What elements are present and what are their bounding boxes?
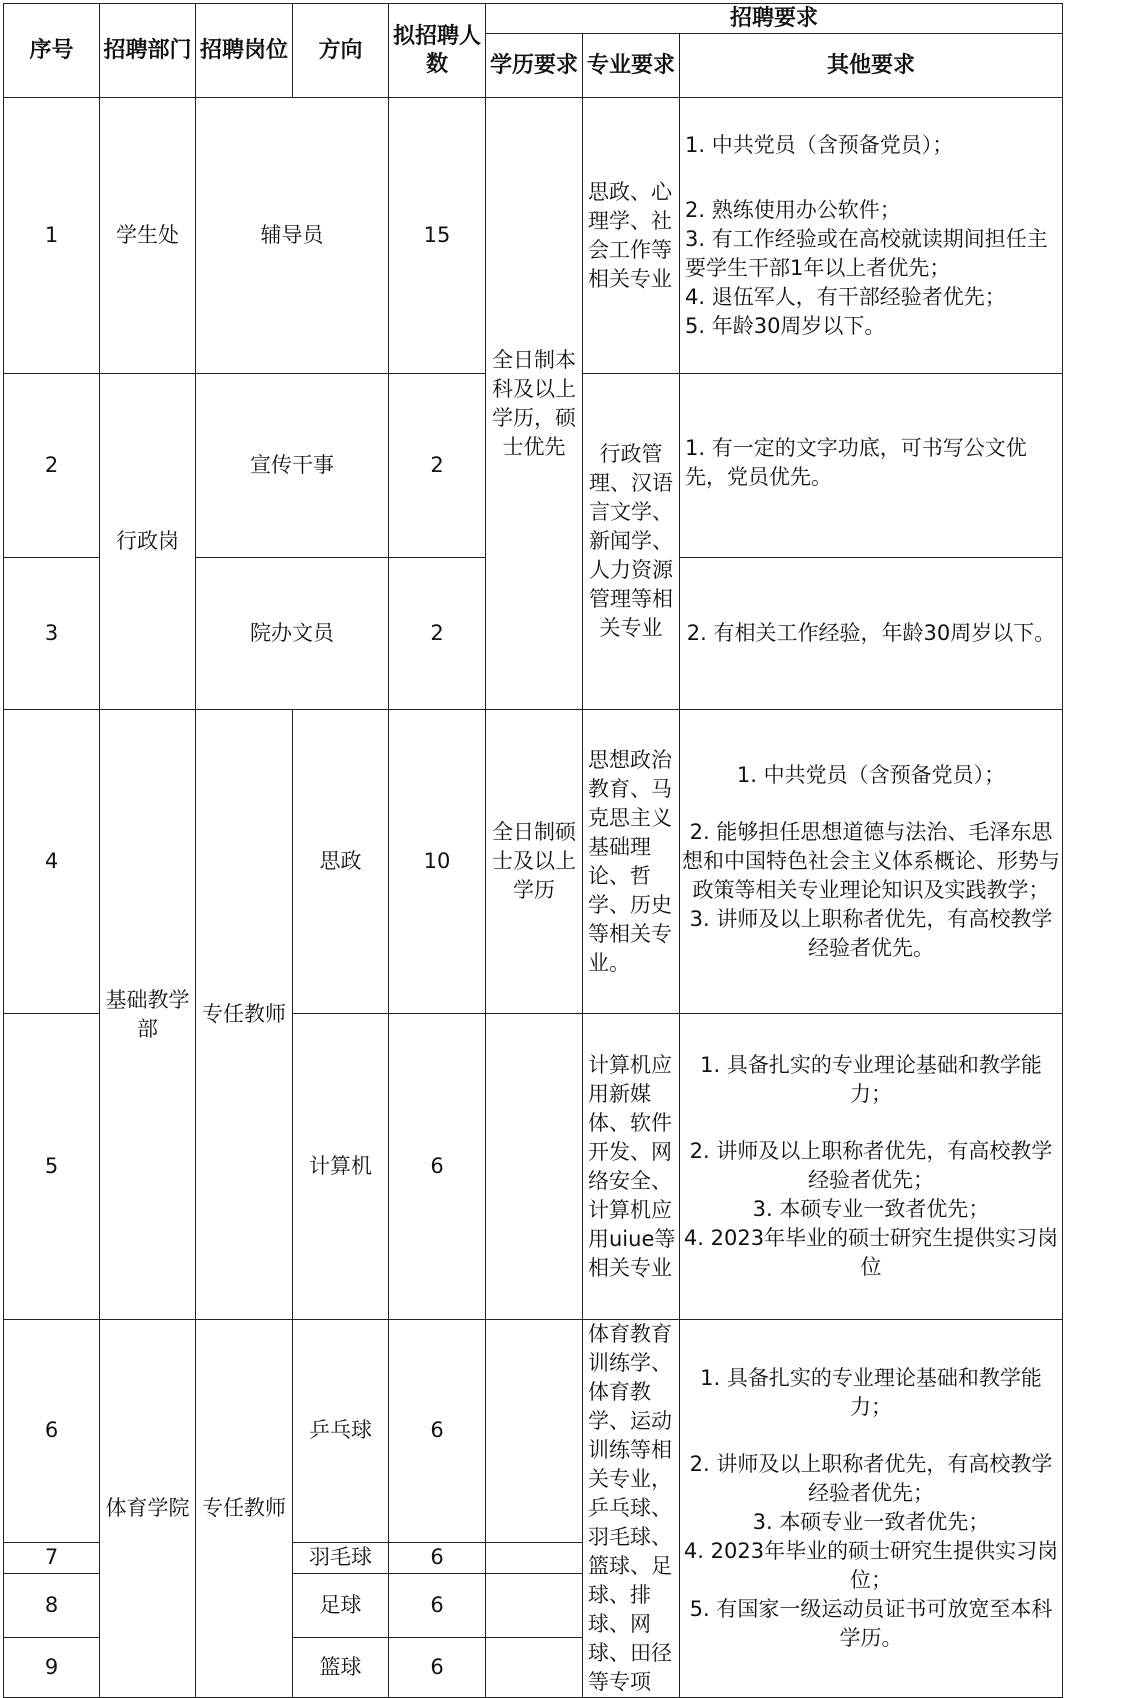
- req-line: 2. 讲师及以上职称者优先，有高校教学经验者优先；: [689, 1139, 1053, 1192]
- cell-count: 2: [389, 374, 486, 558]
- cell-major: 思想政治教育、马克思主义基础理论、哲学、历史等相关专业。: [583, 710, 680, 1014]
- cell-major: 计算机应用新媒体、软件开发、网络安全、计算机应用uiue等相关专业: [583, 1014, 680, 1320]
- cell-direction: 羽毛球: [293, 1542, 389, 1573]
- req-line: 5. 年龄30周岁以下。: [685, 313, 886, 338]
- req-line: 2. 能够担任思想道德与法治、毛泽东思想和中国特色社会主义体系概论、形势与政策等相关专业理论知识及实践教学；: [682, 819, 1060, 902]
- cell-count: 2: [389, 558, 486, 710]
- req-line: 3. 讲师及以上职称者优先，有高校教学经验者优先。: [689, 906, 1053, 960]
- cell-dept-sports: 体育学院: [100, 1320, 196, 1698]
- cell-major-sports: 体育教育训练学、体育教学、运动训练等相关专业，乒乓球、羽毛球、篮球、足球、排球、网球、田径等专项: [583, 1320, 680, 1698]
- cell-major-admin: 行政管理、汉语言文学、新闻学、人力资源管理等相关专业: [583, 374, 680, 710]
- req-line: 3. 本硕专业一致者优先；: [752, 1197, 990, 1221]
- cell-count: 10: [389, 710, 486, 1014]
- cell-count: 15: [389, 98, 486, 374]
- cell-education-empty: [486, 1014, 583, 1320]
- cell-seq: 1: [4, 98, 100, 374]
- cell-education-empty: [486, 1574, 583, 1638]
- cell-seq: 3: [4, 558, 100, 710]
- cell-dept: 学生处: [100, 98, 196, 374]
- req-line: 5. 有国家一级运动员证书可放宽至本科学历。: [689, 1597, 1053, 1650]
- table-row: [4, 710, 1063, 1014]
- cell-other: [680, 98, 1063, 374]
- cell-dept-admin: 行政岗: [100, 374, 196, 710]
- cell-direction: 足球: [293, 1574, 389, 1638]
- cell-education-empty: [486, 1320, 583, 1543]
- cell-seq: 7: [4, 1542, 100, 1573]
- cell-count: 6: [389, 1637, 486, 1697]
- cell-education-bachelor: 全日制本科及以上学历，硕士优先: [486, 98, 583, 710]
- cell-seq: 6: [4, 1320, 100, 1543]
- req-line: 4. 退伍军人，有干部经验者优先；: [685, 284, 1006, 309]
- cell-position: 辅导员: [196, 98, 389, 374]
- header-count: 拟招聘人数: [389, 4, 486, 98]
- cell-seq: 8: [4, 1574, 100, 1638]
- cell-other: 2. 有相关工作经验，年龄30周岁以下。: [680, 558, 1063, 710]
- header-dept: 招聘部门: [100, 4, 196, 98]
- cell-education-empty: [486, 1542, 583, 1573]
- req-line: 2. 熟练使用办公软件；: [685, 197, 901, 222]
- header-major: 专业要求: [583, 34, 680, 98]
- cell-seq: 5: [4, 1014, 100, 1320]
- header-direction: 方向: [293, 4, 389, 98]
- cell-count: 6: [389, 1542, 486, 1573]
- header-education: 学历要求: [486, 34, 583, 98]
- req-line: 1. 中共党员（含预备党员）；: [736, 762, 1006, 787]
- req-line: 1. 具备扎实的专业理论基础和教学能力；: [700, 1053, 1042, 1106]
- cell-direction: 计算机: [293, 1014, 389, 1320]
- cell-other-sports: [680, 1320, 1063, 1698]
- cell-count: 6: [389, 1014, 486, 1320]
- cell-other: [680, 1014, 1063, 1320]
- cell-seq: 2: [4, 374, 100, 558]
- cell-direction: 乒乓球: [293, 1320, 389, 1543]
- cell-direction: 篮球: [293, 1637, 389, 1697]
- header-requirements: 招聘要求: [486, 4, 1063, 34]
- req-line: 4. 2023年毕业的硕士研究生提供实习岗位: [683, 1226, 1059, 1279]
- cell-position: 宣传干事: [196, 374, 389, 558]
- req-line: 1. 中共党员（含预备党员）；: [685, 132, 954, 157]
- cell-position: 院办文员: [196, 558, 389, 710]
- header-other: 其他要求: [680, 34, 1063, 98]
- req-line: 3. 本硕专业一致者优先；: [752, 1510, 990, 1534]
- cell-major: 思政、心理学、社会工作等相关专业: [583, 98, 680, 374]
- cell-position-sports: 专任教师: [196, 1320, 293, 1698]
- recruitment-table: [3, 3, 1063, 1698]
- cell-other: [680, 710, 1063, 1014]
- table-row: [4, 1320, 1063, 1543]
- cell-education-empty: [486, 1637, 583, 1697]
- req-line: 3. 有工作经验或在高校就读期间担任主要学生干部1年以上者优先；: [685, 226, 1048, 280]
- cell-seq: 9: [4, 1637, 100, 1697]
- header-position: 招聘岗位: [196, 4, 293, 98]
- cell-education: 全日制硕士及以上学历: [486, 710, 583, 1014]
- cell-direction: 思政: [293, 710, 389, 1014]
- cell-count: 6: [389, 1320, 486, 1543]
- req-line: 1. 具备扎实的专业理论基础和教学能力；: [700, 1366, 1042, 1419]
- header-seq: 序号: [4, 4, 100, 98]
- cell-count: 6: [389, 1574, 486, 1638]
- table-row: [4, 98, 1063, 374]
- cell-seq: 4: [4, 710, 100, 1014]
- cell-other: 1. 有一定的文字功底，可书写公文优先，党员优先。: [680, 374, 1063, 558]
- cell-position-basic: 专任教师: [196, 710, 293, 1320]
- req-line: 2. 讲师及以上职称者优先，有高校教学经验者优先；: [689, 1452, 1053, 1505]
- cell-dept-basic: 基础教学部: [100, 710, 196, 1320]
- req-line: 4. 2023年毕业的硕士研究生提供实习岗位；: [683, 1539, 1059, 1592]
